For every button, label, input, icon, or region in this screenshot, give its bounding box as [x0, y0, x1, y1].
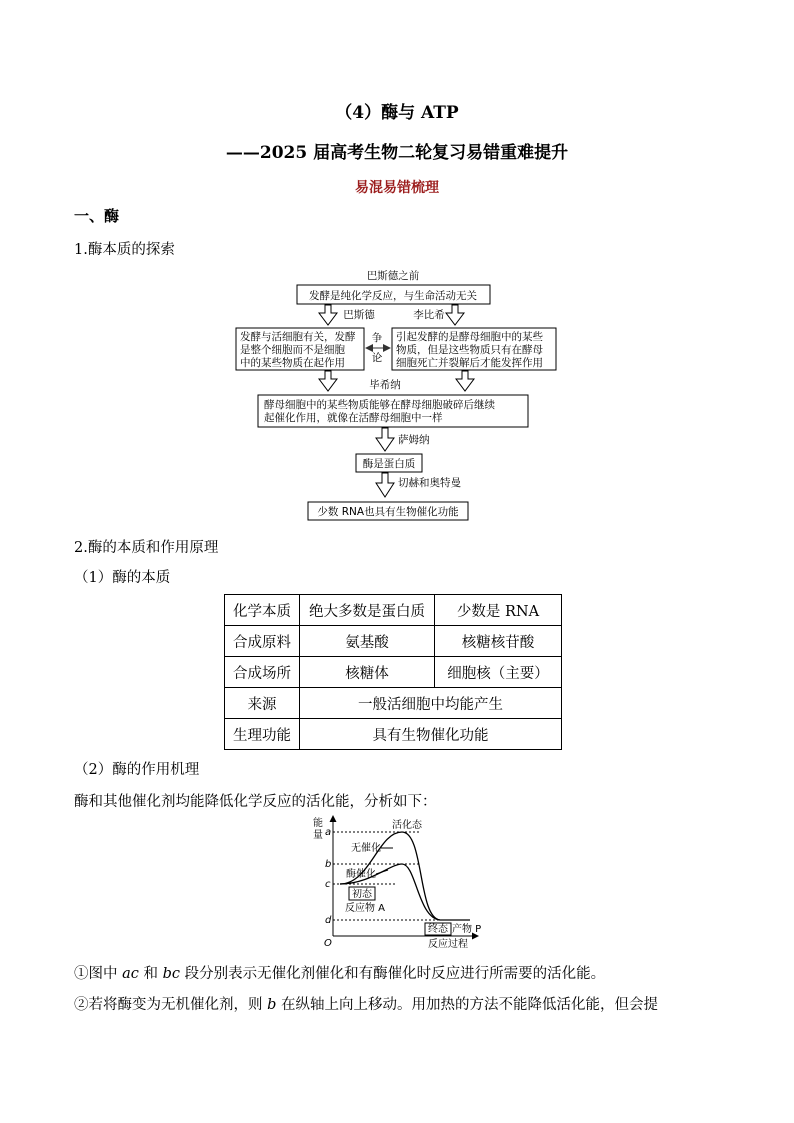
box-buchner-line: 起催化作用，就像在活酵母细胞中一样 [264, 412, 443, 424]
y-axis-label: 能 [313, 818, 323, 829]
pointer-line [376, 870, 388, 874]
hollow-arrow-down [376, 428, 394, 451]
subheading-nature: （1）酶的本质 [74, 570, 171, 586]
table-row [225, 688, 562, 719]
point-1 [74, 962, 605, 983]
box-protein-text: 酶是蛋白质 [362, 458, 416, 470]
table-cell: 少数是 RNA [435, 595, 562, 626]
point-2 [74, 993, 658, 1014]
tick-b: b [325, 859, 332, 870]
label-active-state: 活化态 [392, 820, 422, 831]
hollow-arrow-down [319, 371, 337, 391]
table-cell: 绝大多数是蛋白质 [300, 595, 435, 626]
table-row [225, 595, 562, 626]
page-title: （4）酶与 ATP [335, 103, 459, 123]
page-subtitle: ——2025 届高考生物二轮复习易错重难提升 [225, 143, 569, 163]
point-1-text: 和 [138, 966, 163, 982]
hollow-arrow-down [446, 305, 464, 325]
tick-c: c [325, 879, 331, 890]
y-axis-label: 量 [313, 830, 323, 841]
point-2-text: 在纵轴上向上移动。用加热的方法不能降低活化能，但会提 [276, 997, 659, 1013]
hollow-arrow-down [319, 305, 337, 325]
label-initial-state: 初态 [352, 889, 372, 900]
intro-text: 酶和其他催化剂均能降低化学反应的活化能，分析如下： [74, 794, 437, 810]
box-liebig-line: 细胞死亡并裂解后才能发挥作用 [396, 357, 543, 369]
origin-label: O [324, 938, 332, 949]
table-row [225, 657, 562, 688]
box-liebig-line: 物质，但是这些物质只有在酵母 [396, 344, 543, 356]
point-1-text: 段分别表示无催化剂催化和有酶催化时反应进行所需要的活化能。 [180, 966, 606, 982]
subheading-nature-principle: 2.酶的本质和作用原理 [74, 540, 219, 556]
level-b-ref: b [267, 997, 277, 1013]
table-cell: 生理功能 [225, 719, 300, 750]
table-row [225, 719, 562, 750]
label-sumner: 萨姆纳 [398, 434, 430, 446]
x-axis-label: 反应过程 [428, 939, 468, 950]
table-cell: 具有生物催化功能 [300, 719, 562, 750]
subheading-mechanism: （2）酶的作用机理 [74, 762, 200, 778]
label-product: 产物 P [452, 924, 482, 935]
segment-ac: ac [122, 966, 139, 982]
activation-energy-graph [0, 812, 794, 952]
hollow-arrow-down [376, 473, 394, 497]
section-heading: 一、酶 [74, 207, 120, 225]
box-chemical-reaction-text: 发酵是纯化学反应，与生命活动无关 [309, 290, 477, 302]
label-buchner: 毕希纳 [369, 379, 401, 391]
subheading-exploration: 1.酶本质的探索 [74, 242, 175, 258]
box-buchner-line: 酵母细胞中的某些物质能够在酵母细胞破碎后继续 [264, 399, 495, 411]
tick-a: a [325, 827, 332, 838]
table-cell: 合成场所 [225, 657, 300, 688]
label-reactant: 反应物 A [345, 903, 386, 914]
label-final-state: 终态 [428, 924, 448, 935]
hollow-arrow-down [456, 371, 474, 391]
label-no-catalyst: 无催化 [351, 843, 381, 854]
table-cell: 核糖体 [300, 657, 435, 688]
section-tag: 易混易错梳理 [355, 180, 439, 196]
table-cell: 化学本质 [225, 595, 300, 626]
box-pasteur-line: 中的某些物质在起作用 [240, 357, 345, 369]
box-rna-text: 少数 RNA也具有生物催化功能 [317, 506, 459, 518]
tick-d: d [325, 915, 332, 926]
label-cech-altman: 切赫和奥特曼 [398, 477, 461, 489]
table-row [225, 626, 562, 657]
dispute-char: 争 [371, 332, 383, 344]
box-liebig-line: 引起发酵的是酵母细胞中的某些 [396, 331, 543, 343]
label-enzyme-catalyst: 酶催化 [346, 869, 376, 880]
table-cell: 来源 [225, 688, 300, 719]
table-cell: 合成原料 [225, 626, 300, 657]
enzyme-nature-table [224, 594, 562, 750]
label-liebig: 李比希 [413, 309, 445, 321]
label-pasteur: 巴斯德 [343, 309, 375, 321]
enzyme-history-flowchart [0, 260, 794, 530]
box-pasteur-line: 是整个细胞而不是细胞 [240, 344, 345, 356]
label-pre-pasteur: 巴斯德之前 [366, 270, 420, 282]
table-cell: 细胞核（主要） [435, 657, 562, 688]
point-2-text: ②若将酶变为无机催化剂，则 [74, 997, 268, 1013]
table-cell: 核糖核苷酸 [435, 626, 562, 657]
table-cell: 一般活细胞中均能产生 [300, 688, 562, 719]
table-cell: 氨基酸 [300, 626, 435, 657]
box-pasteur-line: 发酵与活细胞有关，发酵 [240, 331, 356, 343]
dispute-char: 论 [371, 352, 383, 364]
point-1-text: ①图中 [74, 966, 123, 982]
segment-bc: bc [162, 966, 180, 982]
